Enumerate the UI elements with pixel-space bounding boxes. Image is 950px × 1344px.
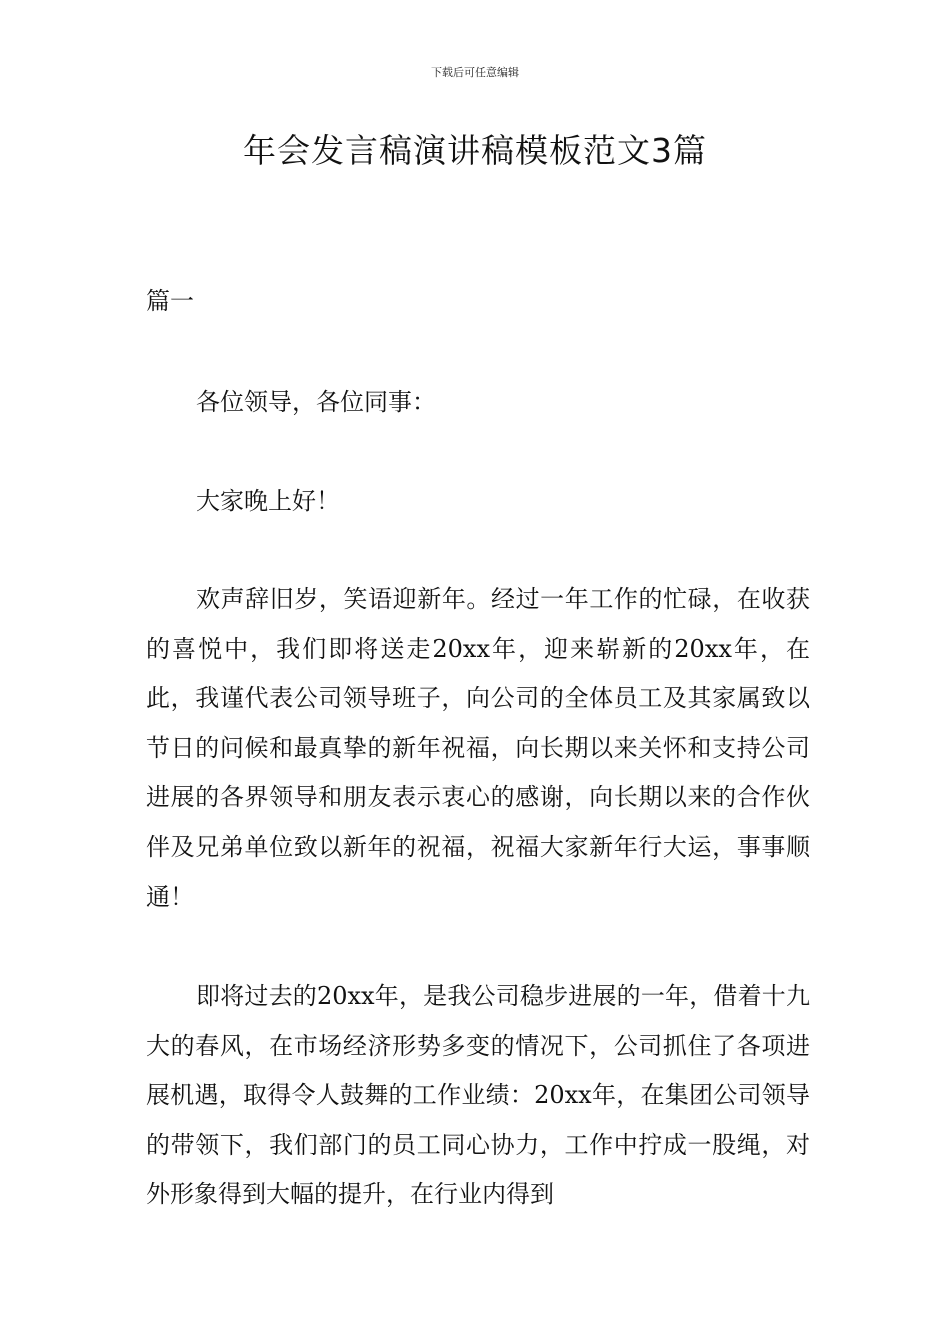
paragraph-body-2: 即将过去的20xx年，是我公司稳步进展的一年，借着十九大的春风，在市场经济形势多变的情况下，公司抓住了各项进展机遇，取得令人鼓舞的工作业绩：20xx年，在集团公司领导的带领下，我们部门的员工同心协力，工作中拧成一股绳，对外形象得到大幅的提升，在行业内得到 [146,982,810,1209]
paragraph-greeting: 各位领导，各位同事： [196,388,436,416]
header-note: 下载后可任意编辑 [431,66,519,79]
paragraph-body-1: 欢声辞旧岁，笑语迎新年。经过一年工作的忙碌，在收获的喜悦中，我们即将送走20xx年，迎来崭新的20xx年，在此，我谨代表公司领导班子，向公司的全体员工及其家属致以节日的问候和最真挚的新年祝福，向长期以来关怀和支持公司进展的各界领导和朋友表示衷心的感谢，向长期以来的合作伙伴及兄弟单位致以新年的祝福，祝福大家新年行大运，事事顺通！ [146,585,810,911]
page-title: 年会发言稿演讲稿模板范文3篇 [243,131,707,170]
paragraph-hello: 大家晚上好！ [196,487,340,515]
section-label: 篇一 [146,287,194,315]
